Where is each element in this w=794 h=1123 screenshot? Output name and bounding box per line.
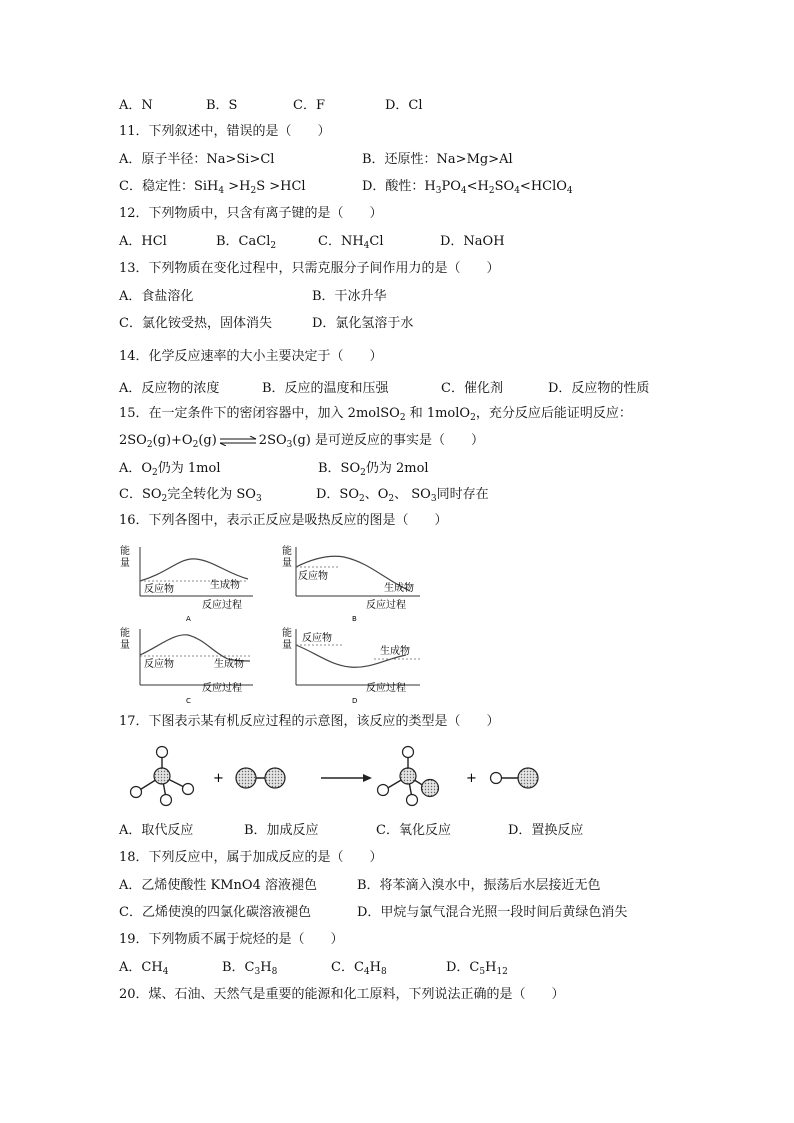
reactant-label: 反应物: [144, 659, 174, 670]
q15-equation: $2SO_2(g)+O_2(g)$ $2SO_3(g)$ 是可逆反应的事实是（ ）: [119, 433, 484, 450]
energy-diagram-b: [280, 543, 430, 625]
q14-option-b: B．反应的温度和压强: [262, 381, 389, 396]
reaction-scheme: [118, 740, 558, 812]
q17-option-c: C．氧化反应: [376, 823, 451, 838]
q18-option-a: A．乙烯使酸性 KMnO4 溶液褪色: [119, 878, 317, 893]
q15-option-c: C．$SO_2$完全转化为 $SO_3$: [119, 487, 262, 504]
y-label: 量: [120, 558, 130, 569]
q11-option-a: A．原子半径：Na>Si>Cl: [119, 152, 275, 167]
energy-curve: [140, 559, 248, 581]
q11-option-c: C．稳定性：$SiH_4 >H_2S >HCl$: [119, 179, 306, 196]
y-label: 能: [282, 546, 292, 557]
q19-stem: 19．下列物质不属于烷烃的是（ ）: [119, 932, 344, 947]
y-label: 量: [282, 640, 292, 651]
product-label: 生成物: [214, 659, 244, 670]
y-label: 能: [120, 546, 130, 557]
q13-option-b: B．干冰升华: [312, 289, 387, 304]
x-label: 反应过程: [202, 683, 242, 694]
q13-option-c: C．氯化铵受热，固体消失: [119, 316, 272, 331]
q14-stem: 14．化学反应速率的大小主要决定于（ ）: [119, 349, 383, 364]
x-label: 反应过程: [202, 600, 242, 611]
q18-option-d: D．甲烷与氯气混合光照一段时间后黄绿色消失: [357, 905, 628, 920]
reactant-label: 反应物: [298, 571, 328, 582]
q20-stem: 20．煤、石油、天然气是重要的能源和化工原料，下列说法正确的是（ ）: [119, 987, 565, 1002]
q14-option-a: A．反应物的浓度: [119, 381, 220, 396]
chlorine-molecule: [236, 768, 285, 788]
y-label: 量: [120, 640, 130, 651]
reversible-arrow-icon: [218, 436, 258, 446]
q11-option-b: B．还原性：Na>Mg>Al: [362, 152, 513, 167]
product-label: 生成物: [380, 646, 410, 657]
q12-option-b: B．CaCl$_2$: [216, 234, 277, 251]
q10-option-b: B．S: [206, 98, 238, 113]
chart-tag: A: [186, 615, 191, 623]
q18-option-c: C．乙烯使溴的四氯化碳溶液褪色: [119, 905, 311, 920]
y-label: 能: [120, 628, 130, 639]
q15-option-b: B．$SO_2$仍为 2mol: [318, 461, 429, 478]
energy-curve: [140, 635, 250, 661]
q13-option-a: A．食盐溶化: [119, 289, 194, 304]
q12-stem: 12．下列物质中，只含有离子键的是（ ）: [119, 206, 383, 221]
q11-stem: 11．下列叙述中，错误的是（ ）: [119, 124, 331, 139]
q19-option-c: C．$C_4H_8$: [331, 960, 387, 977]
plus-sign: +: [213, 771, 224, 786]
q12-option-d: D．NaOH: [440, 234, 505, 249]
chart-tag: C: [186, 697, 191, 705]
q13-stem: 13．下列物质在变化过程中，只需克服分子间作用力的是（ ）: [119, 261, 500, 276]
q18-option-b: B．将苯滴入溴水中，振荡后水层接近无色: [357, 878, 601, 893]
y-label: 量: [282, 558, 292, 569]
q12-option-c: C．$NH_4Cl$: [318, 234, 384, 251]
y-label: 能: [282, 628, 292, 639]
x-label: 反应过程: [366, 600, 406, 611]
q17-option-b: B．加成反应: [244, 823, 319, 838]
q10-option-d: D．Cl: [385, 98, 423, 113]
energy-diagram-a: [118, 543, 258, 625]
q16-stem: 16．下列各图中，表示正反应是吸热反应的图是（ ）: [119, 513, 448, 528]
q17-option-d: D．置换反应: [508, 823, 584, 838]
q12-option-a: A．HCl: [119, 234, 167, 249]
q13-option-d: D．氯化氢溶于水: [312, 316, 414, 331]
q18-stem: 18．下列反应中，属于加成反应的是（ ）: [119, 850, 383, 865]
reactant-label: 反应物: [144, 584, 174, 595]
chart-tag: D: [352, 697, 358, 705]
energy-diagram-d: [280, 625, 430, 707]
q19-option-b: B．$C_3H_8$: [222, 960, 278, 977]
methane-molecule: [131, 747, 194, 806]
x-label: 反应过程: [366, 683, 406, 694]
product-label: 生成物: [210, 580, 240, 591]
reaction-arrow-icon: [321, 774, 372, 782]
product-label: 生成物: [384, 583, 414, 594]
q17-option-a: A．取代反应: [119, 823, 194, 838]
q14-option-c: C．催化剂: [441, 381, 503, 396]
q11-option-d: D．酸性：$H_3PO_4<H_2SO_4<HClO_4$: [362, 179, 573, 196]
q19-option-d: D．$C_5H_{12}$: [446, 960, 508, 977]
q10-option-c: C．F: [293, 98, 325, 113]
q15-option-a: A．$O_2$仍为 1mol: [119, 461, 221, 478]
chart-tag: B: [352, 615, 357, 623]
reactant-label: 反应物: [302, 633, 332, 644]
chloromethane-molecule: [378, 747, 439, 806]
q14-option-d: D．反应物的性质: [548, 381, 650, 396]
q17-stem: 17．下图表示某有机反应过程的示意图，该反应的类型是（ ）: [119, 714, 500, 729]
plus-sign: +: [466, 771, 477, 786]
q10-option-a: A．N: [119, 98, 153, 113]
q15-option-d: D．$SO_2$、$O_2$、 $SO_3$同时存在: [316, 487, 489, 504]
hydrogen-chloride-molecule: [491, 768, 539, 788]
energy-diagram-c: [118, 625, 258, 707]
q15-stem: 15．在一定条件下的密闭容器中，加入 2molSO$_2$ 和 1molO$_2$，充分反应后能证明反应：: [119, 406, 632, 423]
q19-option-a: A．$CH_4$: [119, 960, 169, 977]
